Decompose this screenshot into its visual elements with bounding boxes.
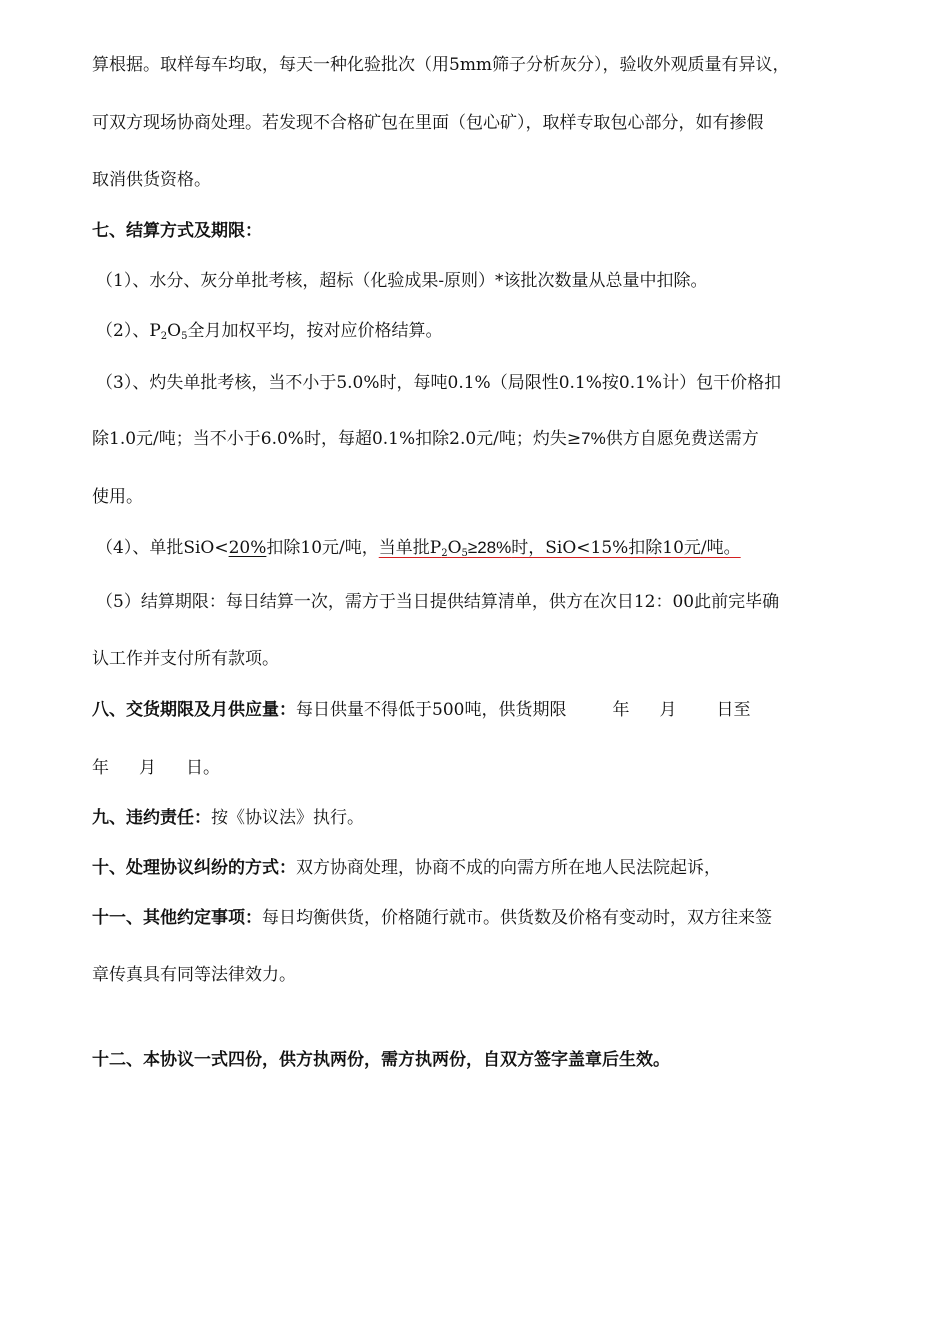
section-7-heading: 七、结算方式及期限： bbox=[92, 221, 262, 241]
paragraph-line: 算根据。取样每车均取，每天一种化验批次（用5mm筛子分析灰分），验收外观质量有异议， bbox=[92, 55, 790, 75]
clause-part: O bbox=[447, 538, 462, 558]
item-2-suffix: 全月加权平均，按对应价格结算。 bbox=[187, 321, 443, 341]
clause-part: 当单批P bbox=[378, 538, 442, 558]
section-9-heading: 九、违约责任： bbox=[92, 808, 211, 828]
section-7-item-3-line-2 bbox=[92, 428, 872, 450]
subscript: 2 bbox=[441, 548, 448, 559]
paragraph-line: 可双方现场协商处理。若发现不合格矿包在里面（包心矿），取样专取包心部分，如有掺假 bbox=[92, 113, 764, 133]
date-day-to: 日至 bbox=[716, 700, 751, 720]
section-8-text: 每日供量不得低于500吨，供货期限 bbox=[296, 700, 567, 720]
section-11 bbox=[92, 907, 872, 929]
item-2-prefix: （2）、P bbox=[96, 321, 161, 341]
section-9 bbox=[92, 807, 872, 829]
section-7-item-3-line-1: （3）、灼失单批考核，当不小于5.0%时，每吨0.1%（局限性0.1%按0.1%计）包干价格扣 bbox=[96, 373, 782, 393]
paragraph-line: 取消供货资格。 bbox=[92, 170, 211, 190]
item-2-mid: O bbox=[167, 321, 182, 341]
section-7-item-3-line-3: 使用。 bbox=[92, 487, 143, 507]
section-10 bbox=[92, 857, 872, 879]
item-3-percent: 7% bbox=[581, 429, 606, 448]
date-month: 月 bbox=[139, 758, 156, 778]
item-4-prefix: （4）、单批SiO< bbox=[96, 538, 229, 558]
item-4-mid: 扣除10元/吨， bbox=[266, 538, 379, 558]
section-7-item-1: （1）、水分、灰分单批考核，超标（化验成果-原则）*该批次数量从总量中扣除。 bbox=[96, 271, 708, 291]
subscript: 5 bbox=[181, 331, 188, 342]
date-day: 日。 bbox=[186, 758, 220, 778]
section-12: 十二、本协议一式四份，供方执两份，需方执两份，自双方签字盖章后生效。 bbox=[92, 1050, 670, 1070]
section-8 bbox=[92, 699, 872, 721]
date-month: 月 bbox=[659, 700, 677, 720]
date-year: 年 bbox=[612, 700, 630, 720]
section-7-item-5-line-1: （5）结算期限：每日结算一次，需方于当日提供结算清单，供方在次日12：00此前完毕确 bbox=[96, 592, 780, 612]
subscript: 2 bbox=[160, 331, 168, 342]
section-10-text: 双方协商处理，协商不成的向需方所在地人民法院起诉， bbox=[296, 858, 721, 878]
item-3-tail: 供方自愿免费送需方 bbox=[605, 429, 759, 449]
section-8-heading: 八、交货期限及月供应量： bbox=[92, 700, 296, 720]
section-10-heading: 十、处理协议纠纷的方式： bbox=[92, 858, 296, 878]
section-9-text: 按《协议法》执行。 bbox=[211, 808, 364, 828]
section-7-item-2 bbox=[96, 320, 876, 348]
section-8-line-2 bbox=[92, 757, 872, 779]
clause-threshold: ≥28% bbox=[467, 538, 512, 557]
item-4-underlined: 20% bbox=[228, 538, 267, 558]
item-3-text: 除1.0元/吨；当不小于6.0%时，每超0.1%扣除2.0元/吨；灼失≥ bbox=[92, 429, 582, 449]
section-11-heading: 十一、其他约定事项： bbox=[92, 908, 262, 928]
section-7-item-5-line-2: 认工作并支付所有款项。 bbox=[92, 649, 279, 669]
clause-part: 时，SiO<15%扣除10元/吨。 bbox=[511, 538, 741, 558]
section-11-line-2: 章传真具有同等法律效力。 bbox=[92, 965, 296, 985]
red-underlined-clause bbox=[379, 538, 741, 558]
date-year: 年 bbox=[92, 758, 109, 778]
subscript: 5 bbox=[461, 548, 468, 559]
section-7-item-4 bbox=[96, 537, 876, 565]
section-11-text: 每日均衡供货，价格随行就市。供货数及价格有变动时，双方往来签 bbox=[262, 908, 772, 928]
